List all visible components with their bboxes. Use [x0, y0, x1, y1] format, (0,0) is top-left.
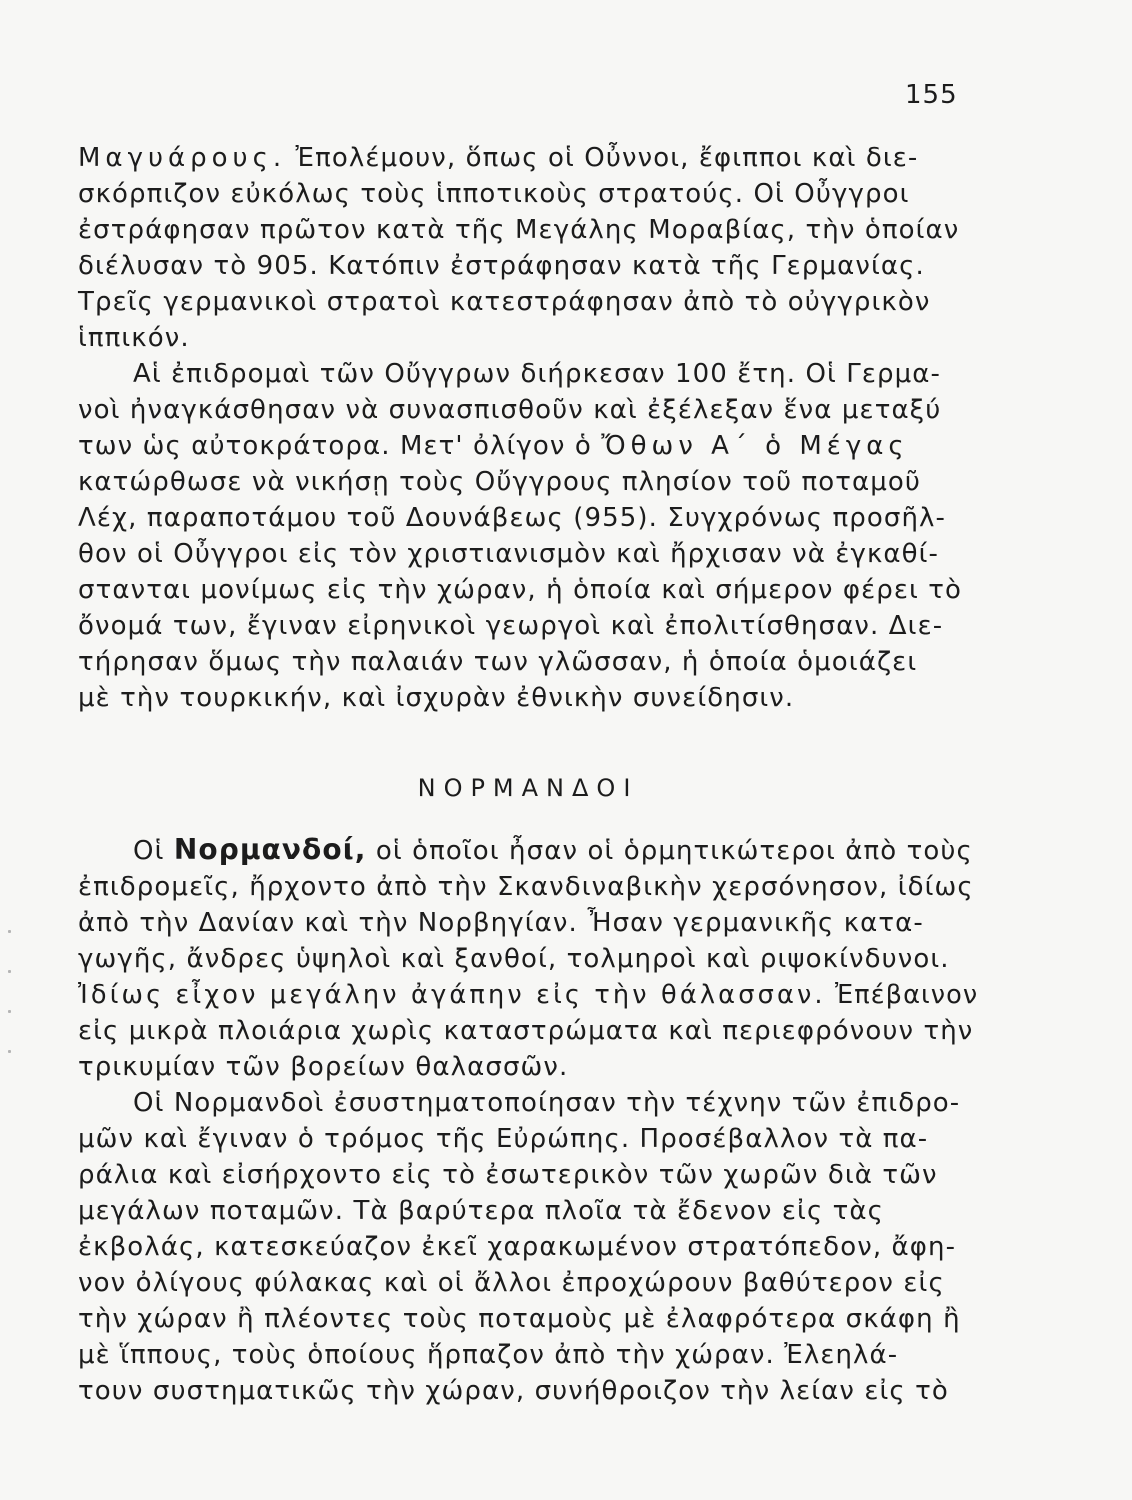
p2-line-6: θον οἱ Οὖγγροι εἰς τὸν χριστιανισμὸν καὶ ἤρχισαν νὰ ἐγκαθί- [78, 539, 940, 569]
p3-line-3: ἀπὸ τὴν Δανίαν καὶ τὴν Νορβηγίαν. Ἦσαν γερμανικῆς κατα- [78, 908, 924, 938]
scan-mark [8, 1050, 11, 1053]
p2-line-3 [78, 428, 978, 464]
p1-line-3: ἐστράφησαν πρῶτον κατὰ τῆς Μεγάλης Μοραβίας, τὴν ὁποίαν [78, 215, 960, 245]
p4-line-5: ἐκβολάς, κατεσκεύαζον ἐκεῖ χαρακωμένον στρατόπεδον, ἄφη- [78, 1232, 957, 1262]
p3-line-7: τρικυμίαν τῶν βορείων θαλασσῶν. [78, 1052, 569, 1082]
p2-line-4: κατώρθωσε νὰ νικήσῃ τοὺς Οὔγγρους πλησίον τοῦ ποταμοῦ [78, 467, 922, 497]
section-heading: ΝΟΡΜΑΝΔΟΙ [417, 774, 639, 802]
scan-mark [8, 930, 11, 933]
p2-line-5: Λέχ, παραποτάμου τοῦ Δουνάβεως (955). Συγχρόνως προσῆλ- [78, 503, 946, 533]
page-number: 155 [905, 80, 958, 110]
p3-line-6: εἰς μικρὰ πλοιάρια χωρὶς καταστρώματα καὶ περιεφρόνουν τὴν [78, 1016, 974, 1046]
spaced-word: Μαγυάρους. [78, 143, 287, 173]
p2-line-8: ὄνομά των, ἔγιναν εἰρηνικοὶ γεωργοὶ καὶ ἐπολιτίσθησαν. Διε- [78, 611, 944, 641]
p2-line-1: Αἱ ἐπιδρομαὶ τῶν Οὔγγρων διήρκεσαν 100 ἔτη. Οἱ Γερμα- [133, 359, 941, 389]
p3-line-2: ἐπιδρομεῖς, ἤρχοντο ἀπὸ τὴν Σκανδιναβικὴν χερσόνησον, ἰδίως [78, 872, 974, 902]
p1-line-6: ἱππικόν. [78, 323, 190, 353]
p1-line-2: σκόρπιζον εὐκόλως τοὺς ἱππoτικοὺς στρατούς. Οἱ Οὖγγροι [78, 179, 910, 209]
p4-line-9: τουν συστηματικῶς τὴν χώραν, συνήθροιζον τὴν λείαν εἰς τὸ [78, 1376, 949, 1406]
p1-line-4: διέλυσαν τὸ 905. Κατόπιν ἐστράφησαν κατὰ τῆς Γερμανίας. [78, 251, 925, 281]
p3-line-5 [78, 977, 979, 1013]
scan-mark [8, 1010, 11, 1013]
p1-line-1 [78, 140, 978, 176]
spaced-name: Ὄθων Α΄ ὁ Μέγας [601, 431, 909, 461]
p2-line-9: τήρησαν ὅμως τὴν παλαιάν των γλῶσσαν, ἡ ὁποία ὁμοιάζει [78, 647, 918, 677]
p1-line-5: Τρεῖς γερμανικοὶ στρατοὶ κατεστράφησαν ἀπὸ τὸ οὐγγρικὸν [78, 287, 931, 317]
spaced-sentence: Ἰδίως εἶχον μεγάλην ἀγάπην εἰς τὴν θάλασσαν. [78, 980, 826, 1010]
p1-line-1-text: Ἐπολέμουν, ὅπως οἱ Οὖννοι, ἔφιπποι καὶ διε- [286, 143, 919, 173]
bold-term: Νορμανδοί, [173, 833, 367, 866]
p2-line-2: νοὶ ἠναγκάσθησαν νὰ συνασπισθοῦν καὶ ἐξέλεξαν ἕνα μεταξύ [78, 395, 942, 425]
p4-line-4: μεγάλων ποταμῶν. Τὰ βαρύτερα πλοῖα τὰ ἔδενον εἰς τὰς [78, 1196, 885, 1226]
p3-line-1-start: Οἱ [133, 836, 174, 866]
p3-line-1-rest: οἱ ὁποῖοι ἦσαν οἱ ὁρμητικώτεροι ἀπὸ τοὺς [366, 836, 973, 866]
scan-mark [8, 970, 11, 973]
p4-line-8: μὲ ἵππους, τοὺς ὁποίους ἥρπαζον ἀπὸ τὴν χώραν. Ἐλεηλά- [78, 1340, 899, 1370]
p3-line-5-rest: Ἐπέβαινον [825, 980, 979, 1010]
p4-line-6: νον ὀλίγους φύλακας καὶ οἱ ἄλλοι ἐπροχώρουν βαθύτερον εἰς [78, 1268, 945, 1298]
p3-line-1 [78, 832, 978, 869]
p4-line-2: μῶν καὶ ἔγιναν ὁ τρόμος τῆς Εὐρώπης. Προσέβαλλον τὰ πα- [78, 1124, 929, 1154]
p3-line-4: γωγῆς, ἄνδρες ὑψηλοὶ καὶ ξανθοί, τολμηροὶ καὶ ριψοκίνδυνοι. [78, 944, 950, 974]
p4-line-3: ράλια καὶ εἰσήρχοντο εἰς τὸ ἐσωτερικὸν τῶν χωρῶν διὰ τῶν [78, 1160, 938, 1190]
p2-line-3-text: των ὡς αὐτοκράτορα. Μετ' ὀλίγον ὁ [78, 431, 602, 461]
p2-line-10: μὲ τὴν τουρκικήν, καὶ ἰσχυρὰν ἐθνικὴν συνείδησιν. [78, 683, 795, 713]
p2-line-7: στανται μονίμως εἰς τὴν χώραν, ἡ ὁποία καὶ σήμερον φέρει τὸ [78, 575, 963, 605]
p4-line-7: τὴν χώραν ἢ πλέοντες τοὺς ποταμοὺς μὲ ἐλαφρότερα σκάφη ἢ [78, 1304, 961, 1334]
body-text [78, 140, 978, 1409]
p4-line-1: Οἱ Νορμανδοὶ ἐσυστηματοποίησαν τὴν τέχνην τῶν ἐπιδρο- [133, 1088, 961, 1118]
